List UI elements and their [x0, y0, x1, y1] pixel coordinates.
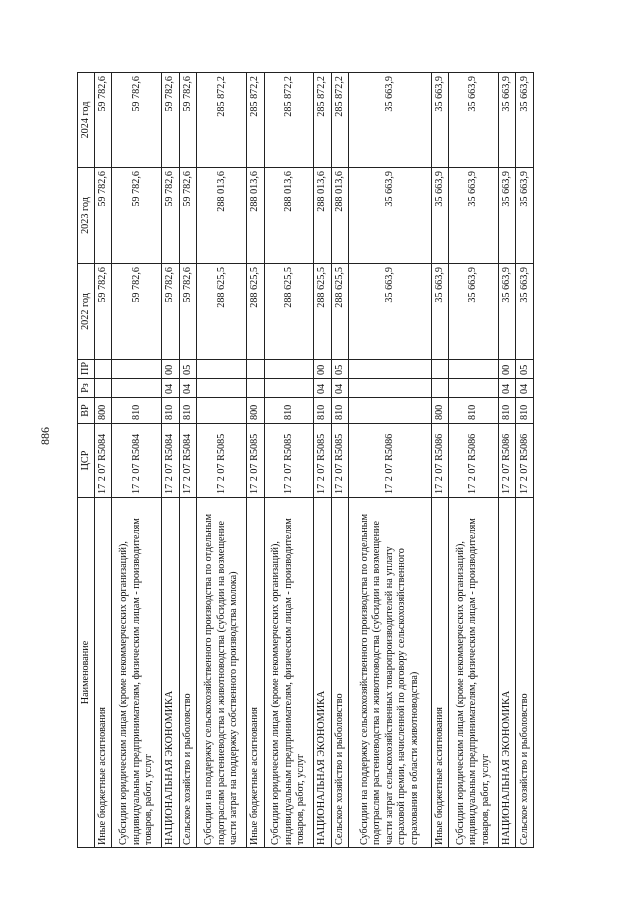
cell-vr: 810: [498, 398, 515, 424]
col-header-csr: ЦСР: [78, 424, 95, 498]
cell-pr: [197, 360, 247, 379]
col-header-name: Наименование: [78, 498, 95, 848]
cell-vr: 810: [314, 398, 331, 424]
cell-2024: 285 872,2: [314, 73, 331, 168]
cell-rz: [197, 379, 247, 398]
cell-pr: 00: [498, 360, 515, 379]
cell-2022: 35 663,9: [498, 264, 515, 360]
cell-rz: 04: [179, 379, 196, 398]
cell-vr: 810: [264, 398, 314, 424]
cell-pr: 00: [314, 360, 331, 379]
cell-name: Субсидии юридическим лицам (кроме некоммерческих организаций), индивидуальным предпринимателям, физическим лицам - производителям товаров, работ, услуг: [112, 498, 162, 848]
cell-2024: 59 782,6: [95, 73, 112, 168]
cell-2022: 35 663,9: [431, 264, 448, 360]
cell-name: Иные бюджетные ассигнования: [95, 498, 112, 848]
cell-rz: 04: [516, 379, 534, 398]
cell-pr: 05: [331, 360, 348, 379]
cell-2022: 59 782,6: [95, 264, 112, 360]
cell-rz: [112, 379, 162, 398]
table-row: [431, 73, 448, 848]
cell-csr: 17 2 07 R5085: [264, 424, 314, 498]
cell-rz: [349, 379, 431, 398]
table-row: [331, 73, 348, 848]
table-row: [314, 73, 331, 848]
table-row: [197, 73, 247, 848]
cell-name: Сельское хозяйство и рыболовство: [179, 498, 196, 848]
col-header-2023: 2023 год: [78, 168, 95, 264]
col-header-2022: 2022 год: [78, 264, 95, 360]
cell-2023: 59 782,6: [162, 168, 179, 264]
cell-2024: 35 663,9: [431, 73, 448, 168]
cell-rz: [95, 379, 112, 398]
cell-vr: 800: [431, 398, 448, 424]
table-row: [349, 73, 431, 848]
cell-2022: 35 663,9: [449, 264, 499, 360]
col-header-pr: ПР: [78, 360, 95, 379]
cell-2023: 288 013,6: [314, 168, 331, 264]
budget-table: [77, 72, 534, 848]
cell-2022: 288 625,5: [197, 264, 247, 360]
cell-csr: 17 2 07 R5086: [449, 424, 499, 498]
cell-csr: 17 2 07 R5084: [95, 424, 112, 498]
col-header-rz: Рз: [78, 379, 95, 398]
cell-csr: 17 2 07 R5086: [498, 424, 515, 498]
cell-rz: 04: [331, 379, 348, 398]
cell-csr: 17 2 07 R5086: [516, 424, 534, 498]
cell-pr: [264, 360, 314, 379]
cell-csr: 17 2 07 R5084: [162, 424, 179, 498]
cell-name: НАЦИОНАЛЬНАЯ ЭКОНОМИКА: [498, 498, 515, 848]
cell-2023: 35 663,9: [449, 168, 499, 264]
cell-2023: 35 663,9: [498, 168, 515, 264]
cell-2024: 35 663,9: [449, 73, 499, 168]
cell-name: Иные бюджетные ассигнования: [431, 498, 448, 848]
cell-rz: [449, 379, 499, 398]
cell-pr: [247, 360, 264, 379]
cell-name: Субсидии на поддержку сельскохозяйственного производства по отдельным подотраслям растениеводства и животноводства (субсидии на возмещение части затрат на поддержку собственного производства молока): [197, 498, 247, 848]
cell-2022: 59 782,6: [179, 264, 196, 360]
cell-csr: 17 2 07 R5085: [331, 424, 348, 498]
table-header: [78, 73, 95, 848]
cell-rz: [431, 379, 448, 398]
table-row: [264, 73, 314, 848]
cell-2023: 288 013,6: [197, 168, 247, 264]
cell-2023: 288 013,6: [247, 168, 264, 264]
cell-name: Сельское хозяйство и рыболовство: [331, 498, 348, 848]
cell-name: Субсидии на поддержку сельскохозяйственного производства по отдельным подотраслям растениеводства и животноводства (субсидии на возмещение части затрат сельскохозяйственных товаропроизводителей на уплату страховой премии, начисленной по договору сельскохозяйственного страхования в области животноводства): [349, 498, 431, 848]
table-row: [516, 73, 534, 848]
cell-pr: [349, 360, 431, 379]
cell-2022: 288 625,5: [264, 264, 314, 360]
cell-2024: 285 872,2: [331, 73, 348, 168]
cell-2022: 59 782,6: [162, 264, 179, 360]
cell-vr: 810: [112, 398, 162, 424]
cell-pr: [431, 360, 448, 379]
cell-2024: 285 872,2: [197, 73, 247, 168]
table-row: [179, 73, 196, 848]
table-row: [498, 73, 515, 848]
cell-csr: 17 2 07 R5085: [314, 424, 331, 498]
cell-vr: 810: [516, 398, 534, 424]
cell-2023: 288 013,6: [331, 168, 348, 264]
table-row: [162, 73, 179, 848]
cell-2022: 288 625,5: [314, 264, 331, 360]
cell-vr: [349, 398, 431, 424]
cell-pr: [112, 360, 162, 379]
cell-name: НАЦИОНАЛЬНАЯ ЭКОНОМИКА: [162, 498, 179, 848]
col-header-2024: 2024 год: [78, 73, 95, 168]
rotated-page: [77, 73, 534, 848]
cell-rz: [264, 379, 314, 398]
cell-name: Субсидии юридическим лицам (кроме некоммерческих организаций), индивидуальным предпринимателям, физическим лицам - производителям товаров, работ, услуг: [449, 498, 499, 848]
cell-name: Сельское хозяйство и рыболовство: [516, 498, 534, 848]
cell-vr: 810: [449, 398, 499, 424]
table-row: [95, 73, 112, 848]
cell-name: Иные бюджетные ассигнования: [247, 498, 264, 848]
cell-rz: 04: [314, 379, 331, 398]
cell-vr: 810: [331, 398, 348, 424]
cell-2022: 288 625,5: [331, 264, 348, 360]
cell-2023: 59 782,6: [112, 168, 162, 264]
cell-2023: 59 782,6: [95, 168, 112, 264]
cell-2024: 59 782,6: [162, 73, 179, 168]
cell-2024: 59 782,6: [112, 73, 162, 168]
cell-vr: 800: [247, 398, 264, 424]
cell-name: НАЦИОНАЛЬНАЯ ЭКОНОМИКА: [314, 498, 331, 848]
cell-2022: 59 782,6: [112, 264, 162, 360]
cell-csr: 17 2 07 R5084: [112, 424, 162, 498]
cell-vr: 810: [162, 398, 179, 424]
cell-pr: [95, 360, 112, 379]
cell-csr: 17 2 07 R5086: [431, 424, 448, 498]
table-row: [112, 73, 162, 848]
col-header-vr: ВР: [78, 398, 95, 424]
cell-rz: 04: [162, 379, 179, 398]
cell-2024: 59 782,6: [179, 73, 196, 168]
cell-2024: 285 872,2: [264, 73, 314, 168]
cell-csr: 17 2 07 R5084: [179, 424, 196, 498]
cell-2023: 35 663,9: [431, 168, 448, 264]
cell-2023: 59 782,6: [179, 168, 196, 264]
cell-2023: 288 013,6: [264, 168, 314, 264]
page-number: 886: [38, 427, 52, 445]
cell-name: Субсидии юридическим лицам (кроме некоммерческих организаций), индивидуальным предпринимателям, физическим лицам - производителям товаров, работ, услуг: [264, 498, 314, 848]
cell-rz: [247, 379, 264, 398]
cell-2024: 35 663,9: [498, 73, 515, 168]
table-row: [449, 73, 499, 848]
cell-pr: 00: [162, 360, 179, 379]
cell-2022: 35 663,9: [516, 264, 534, 360]
cell-vr: 810: [179, 398, 196, 424]
cell-2024: 285 872,2: [247, 73, 264, 168]
cell-2023: 35 663,9: [349, 168, 431, 264]
cell-pr: [449, 360, 499, 379]
cell-2022: 288 625,5: [247, 264, 264, 360]
cell-2024: 35 663,9: [349, 73, 431, 168]
cell-vr: [197, 398, 247, 424]
cell-rz: 04: [498, 379, 515, 398]
cell-2024: 35 663,9: [516, 73, 534, 168]
cell-csr: 17 2 07 R5086: [349, 424, 431, 498]
cell-pr: 05: [179, 360, 196, 379]
cell-2022: 35 663,9: [349, 264, 431, 360]
cell-pr: 05: [516, 360, 534, 379]
cell-vr: 800: [95, 398, 112, 424]
cell-2023: 35 663,9: [516, 168, 534, 264]
cell-csr: 17 2 07 R5085: [197, 424, 247, 498]
cell-csr: 17 2 07 R5085: [247, 424, 264, 498]
table-row: [247, 73, 264, 848]
